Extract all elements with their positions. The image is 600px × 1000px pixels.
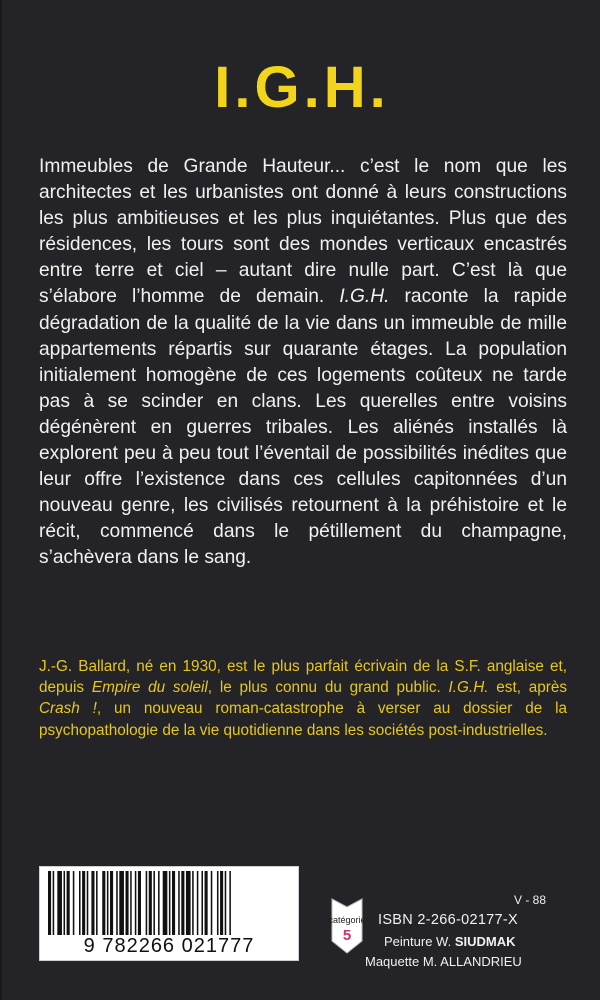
barcode-bar: [172, 871, 175, 935]
barcode-bar: [48, 871, 51, 935]
barcode-bar: [211, 871, 213, 935]
barcode-bar: [225, 871, 227, 935]
barcode-bar: [107, 871, 109, 935]
barcode-bar: [53, 871, 55, 935]
barcode-bar: [79, 871, 81, 935]
author-note-part-4: , un nouveau roman-catastrophe à verser au dossier de la psychopathologie de la vie quotidienne dans les sociétés post-industrielles.: [39, 700, 567, 739]
series-code: V - 88: [514, 893, 547, 907]
author-note-book-2: I.G.H.: [448, 679, 489, 697]
barcode-number: 9 782266 021777: [83, 935, 255, 957]
synopsis-part-2: raconte la rapide dégradation de la qualité de la vie dans un immeuble de mille appartements répartis sur quarante étages. La population initialement homogène de ces logements coûteux ne tarde pas à se scinder en clans. Les querelles entre voisins dégénèrent en guerres tribales. Les aliénés installés là explorent peu à peu tout l’éventail de possibilités inédites que leur offre l’existence dans ces cellules capitonnées d’un nouveau genre, les civilisés retournent à la préhistoire et le récit, commencé dans le pétillement du champagne, s’achèvera dans le sang.: [39, 286, 567, 569]
author-note-book-1: Empire du soleil: [91, 679, 208, 697]
barcode-bar: [138, 871, 141, 935]
author-note-part-1: J.-G. Ballard, né en 1930, est le plus parfait écrivain de la S.F. anglaise et, depuis: [39, 658, 567, 697]
barcode-bar: [126, 871, 129, 935]
category-badge: [328, 897, 366, 955]
author-note-part-2: , le plus connu du grand public.: [207, 679, 449, 697]
barcode-bar: [130, 871, 132, 935]
barcode-bar: [149, 871, 152, 935]
barcode-bar: [229, 871, 231, 935]
barcode-bar: [82, 871, 85, 935]
painting-credit: [384, 934, 515, 949]
barcode-bar: [220, 871, 223, 935]
barcode-bar: [119, 871, 124, 935]
barcode-bar: [153, 871, 155, 935]
barcode-bar: [217, 871, 219, 935]
author-note-part-3: est, après: [488, 679, 567, 697]
painting-credit-prefix: Peinture W.: [384, 934, 455, 949]
barcode-bar: [181, 871, 184, 935]
barcode-bar: [64, 871, 66, 935]
painting-credit-name: SIUDMAK: [454, 934, 516, 949]
author-note: [39, 656, 567, 741]
category-number: 5: [342, 927, 352, 944]
barcode-bar: [163, 871, 168, 935]
barcode-bar: [186, 871, 191, 935]
barcode-bar: [110, 871, 113, 935]
barcode-bar: [178, 871, 180, 935]
barcode-bar: [67, 871, 70, 935]
barcode-bar: [96, 871, 98, 935]
barcode-bar: [205, 871, 208, 935]
barcode-bar: [197, 871, 199, 935]
book-title: I.G.H.: [214, 55, 390, 120]
barcode-bar: [102, 871, 105, 935]
layout-credit: Maquette M. ALLANDRIEU: [365, 954, 522, 969]
barcode-bar: [192, 871, 194, 935]
barcode-bar: [73, 871, 75, 935]
barcode-bar: [57, 871, 62, 935]
category-label: catégorie: [328, 915, 366, 925]
barcode-bars: [46, 871, 292, 935]
barcode-bar: [91, 871, 94, 935]
barcode-bar: [158, 871, 160, 935]
barcode: [39, 866, 299, 961]
barcode-bar: [169, 871, 171, 935]
barcode-bar: [146, 871, 148, 935]
barcode-bar: [201, 871, 203, 935]
category-shield-icon: [328, 897, 366, 955]
synopsis-title-ref: I.G.H.: [339, 286, 390, 308]
barcode-bar: [116, 871, 118, 935]
barcode-bar: [135, 871, 137, 935]
isbn: ISBN 2-266-02177-X: [378, 912, 519, 928]
barcode-bar: [87, 871, 89, 935]
synopsis-part-1: Immeubles de Grande Hauteur... c’est le nom que les architectes et les urbanistes ont donné à leurs constructions les plus ambitieuses et les plus inquiétantes. Plus que des résidences, les tours sont des mondes verticaux encastrés entre terre et ciel – autant dire nulle part. C’est là que s’élabore l’homme de demain.: [39, 156, 567, 308]
synopsis-text: [39, 154, 567, 572]
author-note-book-3: Crash !: [39, 700, 97, 718]
